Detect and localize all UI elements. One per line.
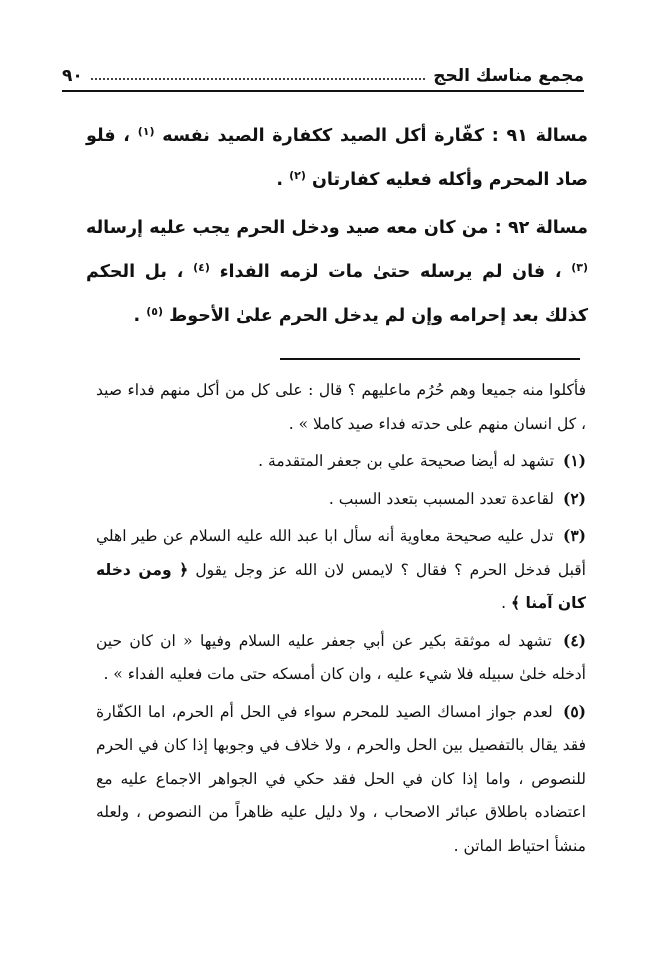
footnote-1-number: (١)	[562, 451, 586, 470]
issue-92-text-3: ، بل الحكم كذلك بعد إحرامه وإن لم يدخل الحرم علىٰ الأحوط	[86, 262, 588, 326]
footnote-4	[96, 624, 586, 692]
footnote-ref-4[interactable]: (٤)	[193, 261, 210, 274]
footnote-3	[96, 519, 586, 621]
footnote-ref-5[interactable]: (٥)	[146, 305, 163, 318]
footnote-3-quran-verse: ﴿ ومن دخله كان آمنا ﴾	[96, 560, 586, 612]
issue-91-text-2: ، فلو صاد المحرم وأكله فعليه كفارتان	[86, 126, 588, 190]
footnote-separator	[280, 358, 580, 360]
main-text	[86, 112, 588, 344]
footnote-5	[96, 695, 586, 864]
footnote-continuation: فأكلوا منه جميعا وهم حُرُم ماعليهم ؟ قال : على كل من أكل منهم فداء صيد ، كل انسان منهم على حدته فداء صيد كاملا » .	[96, 381, 586, 433]
book-title: مجمع مناسك الحج	[433, 66, 584, 86]
footnote-1	[96, 444, 586, 479]
footnote-ref-2[interactable]: (٢)	[289, 169, 306, 182]
footnote-1-text: تشهد له أيضا صحيحة علي بن جعفر المتقدمة .	[258, 452, 555, 470]
page-number: ٩٠	[62, 66, 83, 86]
issue-92	[86, 208, 588, 336]
issue-92-text-4: .	[133, 306, 141, 326]
issue-91-text-3: .	[276, 170, 284, 190]
footnote-3-tail: .	[501, 594, 507, 612]
footnote-2-text: لقاعدة تعدد المسبب بتعدد السبب .	[328, 489, 555, 508]
header-dotted-leader	[91, 78, 426, 80]
issue-92-text-1: من كان معه صيد ودخل الحرم يجب عليه إرساله	[86, 218, 489, 238]
footnote-3-number: (٣)	[562, 526, 586, 545]
footnote-4-number: (٤)	[562, 630, 586, 650]
footnote-5-text: لعدم جواز امساك الصيد للمحرم سواء في الحل أم الحرم، اما الكفّارة فقد يقال بالتفصيل بين الحل والحرم ، ولا خلاف في وجوبها إذا كان في الحرم للنصوص ، واما إذا كان في الحل فقد حكي في الجواهر الاجماع عليه مع اعتضاده باطلاق عبائر الاصحاب ، ولا دليل عليه ظاهراً من النصوص ، ولعله منشأ احتياط الماتن .	[96, 702, 586, 855]
footnote-4-text: تشهد له موثقة بكير عن أبي جعفر عليه السلام وفيها « ان كان حين أدخله خلىٰ سبيله فلا شيء عليه ، وان كان أمسكه حتى مات فعليه الفداء » .	[96, 631, 586, 683]
issue-91-text-1: كفّارة أكل الصيد ككفارة الصيد نفسه	[162, 126, 485, 146]
footnotes	[96, 374, 586, 866]
footnote-5-number: (٥)	[562, 701, 586, 721]
issue-92-text-2: ، فان لم يرسله حتىٰ مات لزمه الفداء	[219, 262, 562, 282]
footnote-3-text: تدل عليه صحيحة معاوية أنه سأل ابا عبد الله عليه السلام عن طير اهلي أقبل فدخل الحرم ؟ فقال ؟ لايمس لان الله عز وجل يقول	[96, 527, 586, 579]
issue-91-label: مسالة ٩١ :	[491, 126, 588, 146]
issue-92-label: مسالة ٩٢ :	[494, 218, 589, 238]
footnote-2	[96, 482, 586, 517]
footnote-ref-3[interactable]: (٣)	[571, 261, 588, 274]
footnote-ref-1[interactable]: (١)	[137, 125, 155, 138]
issue-91	[86, 112, 588, 200]
running-header	[62, 58, 584, 92]
footnote-2-number: (٢)	[562, 488, 586, 508]
